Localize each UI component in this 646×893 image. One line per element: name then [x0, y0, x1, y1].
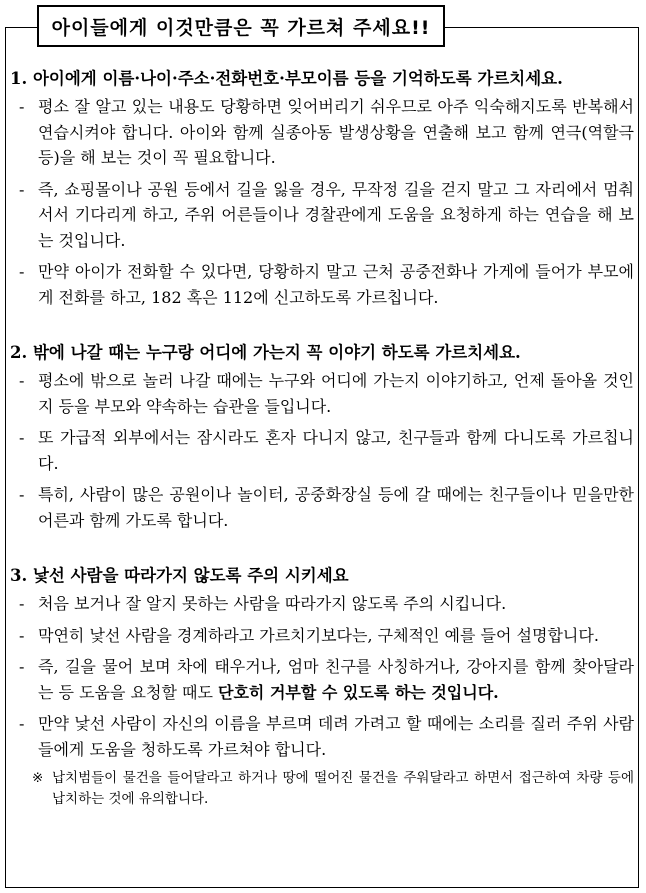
reference-mark-icon: ※	[32, 770, 44, 786]
dash: -	[19, 657, 25, 676]
item-text: 즉, 길을 물어 보며 차에 태우거나, 엄마 친구를 사칭하거나, 강아지를 함께 찾아달라는 등 도움을 요청할 때도	[38, 657, 634, 702]
section-3	[8, 563, 634, 810]
section-heading: 2. 밖에 나갈 때는 누구랑 어디에 가는지 꼭 이야기 하도록 가르치세요.	[10, 343, 521, 362]
list-item	[8, 711, 634, 762]
list-item	[8, 654, 634, 705]
item-text: 평소 잘 알고 있는 내용도 당황하면 잊어버리기 쉬우므로 아주 익숙해지도록 반복해서 연습시켜야 합니다. 아이와 함께 실종아동 발생상황을 연출해 보고 함께 연극(역할극 등)을 해 보는 것이 꼭 필요합니다.	[38, 97, 634, 167]
item-text: 처음 보거나 잘 알지 못하는 사람을 따라가지 않도록 주의 시킵니다.	[38, 594, 507, 613]
dash: -	[19, 485, 25, 504]
item-text: 만약 낯선 사람이 자신의 이름을 부르며 데려 가려고 할 때에는 소리를 질러 주위 사람들에게 도움을 청하도록 가르쳐야 합니다.	[38, 714, 634, 759]
list-item	[8, 177, 634, 254]
list-item	[8, 94, 634, 171]
dash: -	[19, 371, 25, 390]
dash: -	[19, 594, 25, 613]
section-1	[8, 66, 634, 310]
list-item	[8, 623, 634, 649]
item-text: 평소에 밖으로 놀러 나갈 때에는 누구와 어디에 가는지 이야기하고, 언제 돌아올 것인지 등을 부모와 약속하는 습관을 들입니다.	[38, 371, 634, 416]
list-item	[8, 259, 634, 310]
section-heading: 1. 아이에게 이름·나이·주소·전화번호·부모이름 등을 기억하도록 가르치세요.	[10, 69, 563, 88]
item-text: 또 가급적 외부에서는 잠시라도 혼자 다니지 않고, 친구들과 함께 다니도록 가르칩니다.	[38, 428, 634, 473]
section-heading: 3. 낯선 사람을 따라가지 않도록 주의 시키세요	[10, 566, 349, 585]
item-text: 즉, 쇼핑몰이나 공원 등에서 길을 잃을 경우, 무작정 길을 걷지 말고 그 자리에서 멈춰 서서 기다리게 하고, 주위 어른들이나 경찰관에게 도움을 요청하게 하는 연습을 해 보는 것입니다.	[38, 179, 634, 250]
list-item	[8, 591, 634, 617]
item-emphasis: 단호히 거부할 수 있도록 하는 것입니다.	[218, 682, 499, 702]
section-2	[8, 340, 634, 533]
item-text: 특히, 사람이 많은 공원이나 놀이터, 공중화장실 등에 갈 때에는 친구들이나 믿을만한 어른과 함께 가도록 합니다.	[38, 485, 634, 530]
note-text: 납치범들이 물건을 들어달라고 하거나 땅에 떨어진 물건을 주워달라고 하면서 접근하여 차량 등에 납치하는 것에 유의합니다.	[52, 770, 634, 807]
list-item	[8, 425, 634, 476]
list-item	[8, 368, 634, 419]
dash: -	[19, 179, 25, 199]
item-text: 만약 아이가 전화할 수 있다면, 당황하지 말고 근처 공중전화나 가게에 들어가 부모에게 전화를 하고, 182 혹은 112에 신고하도록 가르칩니다.	[38, 262, 634, 307]
dash: -	[19, 714, 25, 733]
dash: -	[19, 97, 25, 116]
page-title: 아이들에게 이것만큼은 꼭 가르쳐 주세요!!	[37, 5, 445, 47]
item-text: 막연히 낯선 사람을 경계하라고 가르치기보다는, 구체적인 예를 들어 설명합니다.	[38, 625, 599, 645]
list-item	[8, 482, 634, 533]
dash: -	[19, 625, 25, 645]
dash: -	[19, 262, 25, 281]
document-body	[8, 66, 634, 840]
dash: -	[19, 428, 25, 447]
note	[8, 768, 634, 810]
